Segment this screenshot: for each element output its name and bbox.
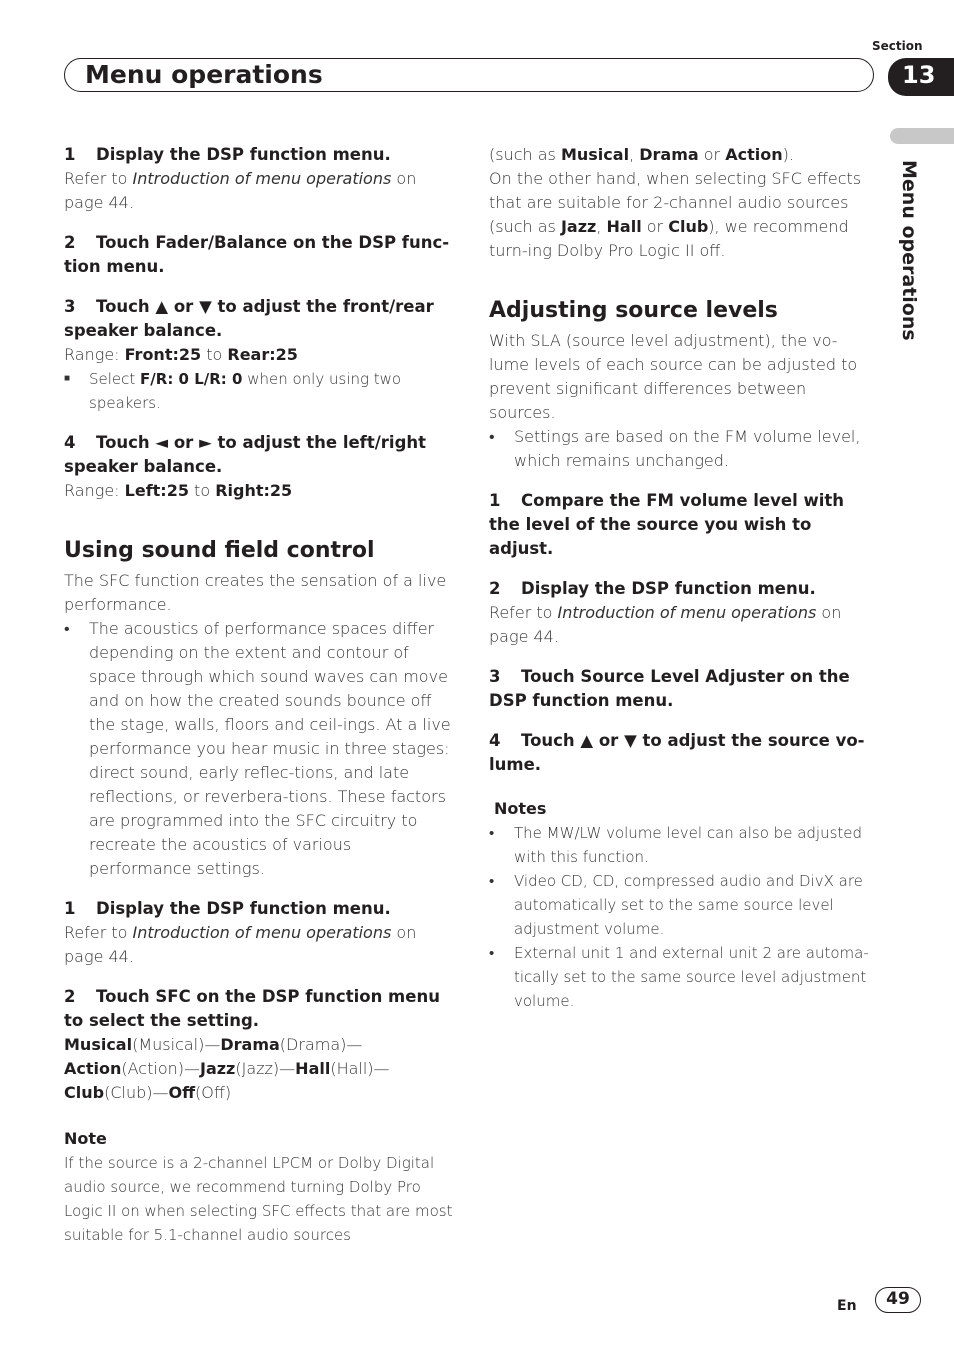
- step-heading: 2 Display the DSP function menu.: [489, 579, 816, 598]
- right-column: [489, 143, 877, 1013]
- step-heading: 1 Display the DSP function menu.: [64, 145, 391, 164]
- range-text: Range: Left:25 to Right:25: [64, 481, 293, 500]
- section-heading: Using sound field control: [64, 538, 375, 563]
- step-text: Refer to Introduction of menu operations on page 44.: [64, 169, 417, 212]
- side-tab-marker: [890, 128, 954, 144]
- note-item: • The MW/LW volume level can also be adjusted with this function.: [489, 824, 863, 866]
- step-heading: 1 Compare the FM volume level with the level of the source you wish to adjust.: [489, 491, 845, 558]
- bullet-item: • The acoustics of performance spaces differ depending on the extent and contour of space through which sound waves can move and on how the created sounds bounce off the stage, walls, floors and ceil-ings. At a live performance you hear music in three stages: direct sound, early reflec-tions, and late reflections, or reverbera-tions. These factors are programmed into the SFC circuitry to recreate the acoustics of various performance settings.: [64, 619, 451, 878]
- note-item: • External unit 1 and external unit 2 are automa-tically set to the same source level adjustment volume.: [489, 944, 869, 1010]
- intro-text: With SLA (source level adjustment), the vo-lume levels of each source can be adjusted to prevent significant differences between sources.: [489, 331, 858, 422]
- bullet-item: • Settings are based on the FM volume level, which remains unchanged.: [489, 427, 861, 470]
- square-note: ■ Select F/R: 0 L/R: 0 when only using two speakers.: [64, 370, 402, 412]
- step-heading: 1 Display the DSP function menu.: [64, 899, 391, 918]
- step-heading: 4 Touch ◄ or ► to adjust the left/right speaker balance.: [64, 433, 427, 476]
- step-heading: 2 Touch SFC on the DSP function menu to select the setting.: [64, 987, 440, 1030]
- step-heading: 2 Touch Fader/Balance on the DSP func-tion menu.: [64, 233, 450, 276]
- left-column: [64, 143, 454, 1247]
- step-heading: 3 Touch ▲ or ▼ to adjust the front/rear speaker balance.: [64, 297, 434, 340]
- notes-heading: Notes: [494, 799, 547, 818]
- page-title: Menu operations: [85, 60, 323, 89]
- page-number: 49: [875, 1287, 921, 1313]
- note-text: If the source is a 2-channel LPCM or Dolby Digital audio source, we recommend turning Dolby Pro Logic II on when selecting SFC effects that are most suitable for 5.1-channel audio sources: [64, 1154, 453, 1244]
- continued-text: (such as Musical, Drama or Action).: [489, 145, 794, 164]
- note-item: • Video CD, CD, compressed audio and DivX are automatically set to the same source level adjustment volume.: [489, 872, 863, 938]
- section-label: Section: [872, 39, 923, 53]
- step-heading: 3 Touch Source Level Adjuster on the DSP function menu.: [489, 667, 850, 710]
- section-number-badge: 13: [888, 58, 954, 96]
- header-bar: [64, 58, 874, 92]
- section-heading: Adjusting source levels: [489, 298, 778, 323]
- step-heading: 4 Touch ▲ or ▼ to adjust the source vo-lume.: [489, 731, 865, 774]
- intro-text: The SFC function creates the sensation of a live performance.: [64, 571, 447, 614]
- side-tab-label: Menu operations: [898, 160, 920, 341]
- language-label: En: [837, 1298, 857, 1314]
- note-heading: Note: [64, 1129, 107, 1148]
- mode-list: Musical(Musical)—Drama(Drama)—Action(Action)—Jazz(Jazz)—Hall(Hall)—Club(Club)—Off(Off): [64, 1035, 390, 1102]
- continued-text: On the other hand, when selecting SFC effects that are suitable for 2-channel audio sources (such as Jazz, Hall or Club), we recommend turn-ing Dolby Pro Logic II off.: [489, 169, 862, 260]
- step-text: Refer to Introduction of menu operations on page 44.: [64, 923, 417, 966]
- step-text: Refer to Introduction of menu operations on page 44.: [489, 603, 842, 646]
- range-text: Range: Front:25 to Rear:25: [64, 345, 298, 364]
